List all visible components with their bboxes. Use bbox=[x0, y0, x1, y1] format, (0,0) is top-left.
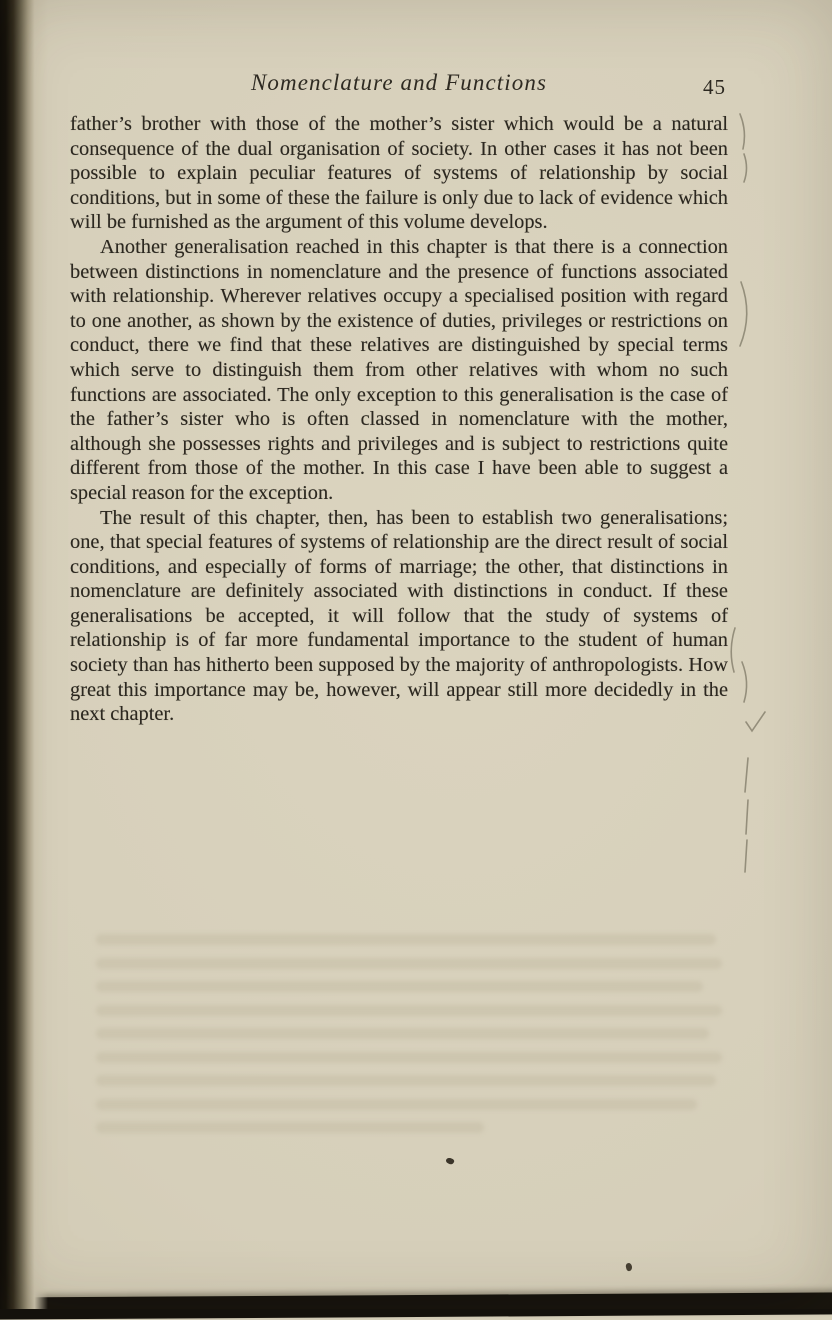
paragraph: The result of this chapter, then, has been to establish two generalisations; one, that special features of systems of relationship are the direct result of social conditions, and especially of forms of marriage; the other, that distinctions in nomenclature are definitely associated with distinctions in conduct. If these generalisations be accepted, it will follow that the study of systems of relationship is of far more fundamental importance to the student of human society than has hitherto been supposed by the majority of anthropologists. How great this importance may be, however, will appear still more decidedly in the next chapter. bbox=[70, 506, 728, 726]
paragraph: Another generalisation reached in this chapter is that there is a connection between distinctions in nomenclature and the presence of functions associated with relationship. Wherever relatives occupy a specialised position with regard to one another, as shown by the existence of duties, privileges or restrictions on conduct, there we find that these relatives are distinguished by special terms which serve to distinguish them from other relatives with whom no such functions are associated. The only exception to this generalisation is the case of the father’s sister who is often classed in nomenclature with the mother, although she possesses rights and privileges and is subject to restrictions quite different from those of the mother. In this case I have been able to suggest a special reason for the exception. bbox=[70, 235, 728, 504]
running-header: Nomenclature and Functions bbox=[250, 70, 548, 95]
paragraph-continuation: father’s brother with those of the mother’s sister which would be a natural consequence of the dual organisation of society. In other cases it has not been possible to explain peculiar features of systems of relationship by social conditions, but in some of these the failure is only due to lack of evidence which will be furnished as the argument of this volume develops. bbox=[70, 113, 728, 234]
pencil-mark bbox=[742, 662, 747, 702]
pencil-mark bbox=[740, 282, 747, 346]
ink-speck bbox=[445, 1156, 455, 1165]
pencil-mark bbox=[740, 114, 744, 149]
text-column bbox=[70, 70, 728, 727]
pencil-mark bbox=[746, 800, 748, 834]
pencil-mark bbox=[745, 758, 748, 792]
page-header bbox=[70, 70, 728, 112]
pencil-mark bbox=[744, 154, 747, 182]
page-number: 45 bbox=[703, 75, 726, 99]
ink-speck bbox=[625, 1262, 633, 1271]
show-through-text bbox=[96, 934, 722, 1146]
pencil-mark bbox=[731, 628, 735, 672]
checkmark-pencil bbox=[746, 712, 765, 731]
page-bottom-shadow bbox=[0, 1292, 832, 1319]
pencil-mark bbox=[745, 840, 747, 872]
body-text bbox=[70, 112, 728, 727]
binding-shadow bbox=[0, 0, 48, 1309]
